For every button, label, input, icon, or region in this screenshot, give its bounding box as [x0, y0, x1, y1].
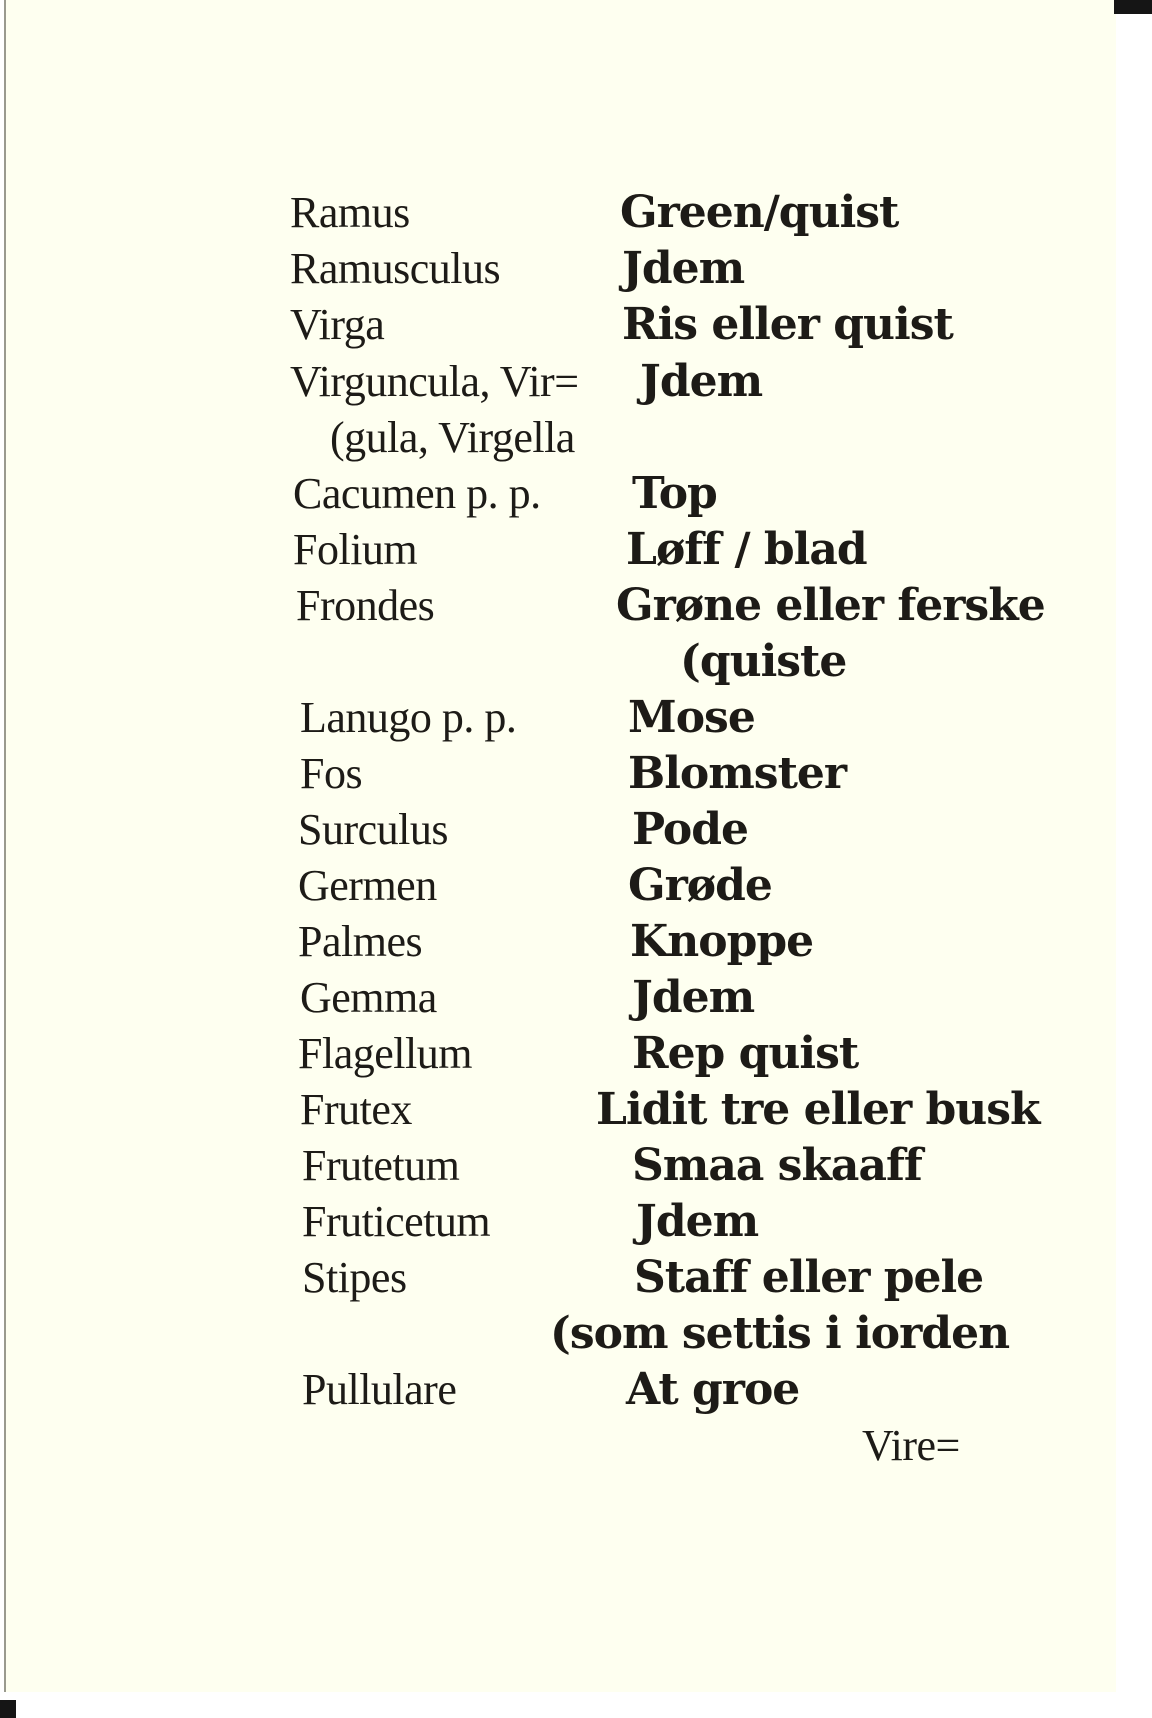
danish-term: Blomster: [628, 748, 847, 799]
latin-term: Ramusculus: [290, 244, 501, 293]
danish-term: Jdem: [632, 972, 755, 1023]
latin-term: Gemma: [300, 973, 437, 1022]
latin-term: Virga: [290, 300, 385, 349]
catchword: Vire=: [862, 1421, 960, 1470]
danish-term: Jdem: [622, 243, 745, 294]
danish-term: Jdem: [636, 1196, 759, 1247]
latin-term: Frondes: [296, 581, 435, 630]
latin-term: Palmes: [298, 917, 423, 966]
danish-term: Jdem: [640, 356, 763, 407]
latin-term: Ramus: [290, 188, 410, 237]
latin-term: Flagellum: [298, 1029, 472, 1078]
latin-term: Folium: [293, 525, 418, 574]
latin-term: Frutetum: [302, 1141, 460, 1190]
latin-term: Surculus: [298, 805, 448, 854]
latin-term: Germen: [298, 861, 437, 910]
danish-term: Grøne eller ferske: [616, 580, 1045, 631]
danish-term: Smaa skaaff: [632, 1140, 922, 1191]
latin-term: (gula, Virgella: [330, 413, 575, 462]
latin-term: Fos: [300, 749, 363, 798]
danish-term: Knoppe: [630, 916, 814, 967]
scan-edge-mark: [1114, 0, 1152, 14]
latin-term: Pullulare: [302, 1365, 457, 1414]
danish-term: Staff eller pele: [634, 1252, 984, 1303]
danish-term: At groe: [626, 1364, 800, 1415]
danish-term: Pode: [632, 804, 749, 855]
latin-term: Cacumen p. p.: [293, 469, 541, 518]
danish-term: (quiste: [680, 636, 847, 687]
latin-term: Stipes: [302, 1253, 407, 1302]
danish-term: Lidit tre eller busk: [596, 1084, 1040, 1135]
latin-term: Virguncula, Vir=: [290, 357, 579, 406]
danish-term: Grøde: [628, 860, 772, 911]
latin-term: Fruticetum: [302, 1197, 491, 1246]
danish-term: Løff / blad: [626, 524, 867, 575]
scan-edge-mark: [0, 1700, 16, 1718]
danish-term: Rep quist: [632, 1028, 859, 1079]
danish-term: Ris eller quist: [622, 299, 953, 350]
danish-term: Mose: [628, 692, 755, 743]
danish-term: Green/quist: [620, 187, 899, 238]
scan-margin: [0, 1692, 1152, 1718]
latin-term: Lanugo p. p.: [300, 693, 517, 742]
danish-term: Top: [632, 468, 717, 519]
latin-term: Frutex: [300, 1085, 412, 1134]
danish-term: (som settis i iorden: [550, 1308, 1010, 1359]
